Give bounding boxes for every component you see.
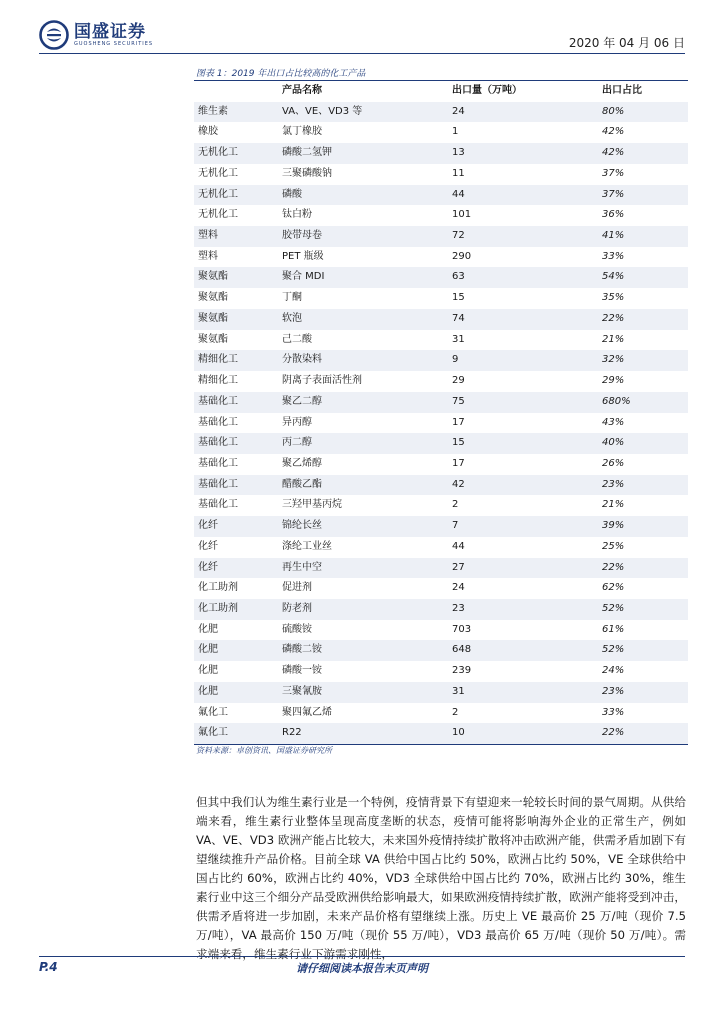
cell-product-name: 丁酮: [282, 292, 302, 304]
cell-product-name: 钛白粉: [282, 209, 312, 221]
cell-category: 基础化工: [198, 416, 238, 428]
table-row: [194, 288, 688, 309]
table-row: [194, 247, 688, 268]
cell-product-name: 再生中空: [278, 558, 448, 579]
cell-export-volume: 101: [452, 209, 472, 221]
cell-category: 基础化工: [194, 475, 278, 496]
cell-export-share: 21%: [602, 333, 625, 345]
guosheng-logo-icon: [39, 20, 69, 50]
cell-category: 化纤: [198, 540, 218, 552]
header-export-volume: 出口量（万吨）: [452, 85, 522, 96]
table-row: [194, 578, 688, 599]
cell-export-volume: 17: [452, 457, 465, 469]
cell-category: 聚氨酯: [194, 309, 278, 330]
cell-export-share: 24%: [602, 665, 625, 677]
body-paragraph: 但其中我们认为维生素行业是一个特例，疫情背景下有望迎来一轮较长时间的景气周期。从供给端来看，维生素行业整体呈现高度垄断的状态，疫情可能将影响海外企业的正常生产，例如 VA、VE、VD3 欧洲产能占比较大，未来国外疫情持续扩散将冲击欧洲产能，供需矛盾加剧下有望继续推升产品价格。目前全球 VA 供给中国占比约 50%，欧洲占比约 50%，VE 全球供给中国占比约 60%，欧洲占比约 40%，VD3 全球供给中国占比约 70%，欧洲占比约 30%，维生素行业中这三个细分产品受欧洲供给影响最大，如果欧洲疫情持续扩散，欧洲产能将受到冲击，供需矛盾将进一步加剧，未来产品价格有望继续上涨。历史上 VE 最高价 25 万/吨（现价 7.5 万/吨），VA 最高价 150 万/吨（现价 55 万/吨），VD3 最高价 65 万/吨（现价 50 万/吨）。需求端来看，维生素行业下游需求刚性，: [196, 795, 686, 962]
cell-product-name: 丙二醇: [278, 433, 448, 454]
table-row: [194, 122, 688, 143]
cell-product-name: 磷酸二铵: [278, 640, 448, 661]
table-row: [194, 392, 688, 413]
table-row: [194, 537, 688, 558]
table-header-row: [194, 81, 688, 102]
cell-product-name: 聚乙二醇: [278, 392, 448, 413]
cell-category: 塑料: [194, 226, 278, 247]
cell-product-name: 锦纶长丝: [278, 516, 448, 537]
cell-export-share: 22%: [598, 558, 688, 579]
cell-export-share: 32%: [598, 350, 688, 371]
cell-export-volume: 72: [448, 226, 598, 247]
cell-export-volume: 27: [448, 558, 598, 579]
table-row: [194, 620, 688, 641]
cell-export-volume: 29: [452, 375, 465, 387]
logo-chinese-name: 国盛证券: [74, 21, 146, 42]
cell-category: 精细化工: [194, 350, 278, 371]
table-row: [194, 164, 688, 185]
table-row: [194, 350, 688, 371]
cell-export-volume: 703: [452, 623, 472, 635]
cell-export-share: 21%: [602, 499, 625, 511]
cell-export-volume: 63: [448, 267, 598, 288]
cell-export-volume: 44: [452, 540, 465, 552]
cell-export-volume: 42: [448, 475, 598, 496]
table-row: [194, 102, 688, 123]
cell-export-volume: 24: [452, 582, 465, 594]
cell-category: 化工助剂: [194, 599, 278, 620]
cell-export-share: 33%: [602, 250, 625, 262]
cell-product-name: PET 瓶级: [282, 250, 324, 262]
cell-export-share: 39%: [598, 516, 688, 537]
cell-category: 化工助剂: [198, 582, 238, 594]
table-row: [194, 226, 688, 247]
cell-category: 橡胶: [198, 126, 218, 138]
cell-export-share: 22%: [598, 723, 688, 744]
cell-export-share: 52%: [598, 640, 688, 661]
cell-export-share: 42%: [598, 143, 688, 164]
cell-export-share: 62%: [602, 582, 625, 594]
cell-category: 氟化工: [194, 723, 278, 744]
cell-export-share: 23%: [598, 475, 688, 496]
cell-product-name: 阴离子表面活性剂: [282, 375, 362, 387]
header-export-share: 出口占比: [602, 85, 642, 96]
cell-export-volume: 31: [448, 682, 598, 703]
cell-export-volume: 2: [452, 499, 459, 511]
cell-export-share: 61%: [602, 623, 625, 635]
cell-export-share: 26%: [602, 457, 625, 469]
cell-category: 维生素: [194, 102, 278, 123]
cell-export-volume: 13: [448, 143, 598, 164]
cell-export-share: 25%: [602, 540, 625, 552]
cell-product-name: 氯丁橡胶: [282, 126, 322, 138]
table-row: [194, 205, 688, 226]
cell-category: 氟化工: [198, 706, 228, 718]
cell-category: 化肥: [194, 640, 278, 661]
table-row: [194, 703, 688, 724]
cell-product-name: 分散染料: [278, 350, 448, 371]
table-row: [194, 433, 688, 454]
cell-product-name: R22: [278, 723, 448, 744]
cell-category: 化肥: [194, 682, 278, 703]
cell-product-name: 醋酸乙酯: [278, 475, 448, 496]
cell-export-share: 42%: [602, 126, 625, 138]
cell-product-name: 软泡: [278, 309, 448, 330]
table-row: [194, 495, 688, 516]
cell-export-volume: 31: [452, 333, 465, 345]
cell-product-name: 磷酸: [278, 185, 448, 206]
cell-export-volume: 239: [452, 665, 472, 677]
cell-export-volume: 7: [448, 516, 598, 537]
cell-export-volume: 23: [448, 599, 598, 620]
cell-product-name: 异丙醇: [282, 416, 312, 428]
cell-export-volume: 10: [448, 723, 598, 744]
cell-export-share: 52%: [598, 599, 688, 620]
cell-export-volume: 15: [452, 292, 465, 304]
cell-product-name: 胶带母卷: [278, 226, 448, 247]
table-row: [194, 185, 688, 206]
table-row: [194, 475, 688, 496]
company-logo: [39, 20, 153, 50]
cell-product-name: 聚四氟乙烯: [282, 706, 332, 718]
table-row: [194, 682, 688, 703]
cell-category: 塑料: [198, 250, 218, 262]
cell-product-name: 磷酸一铵: [282, 665, 322, 677]
table-row: [194, 413, 688, 434]
cell-export-share: 36%: [602, 209, 625, 221]
cell-export-volume: 44: [448, 185, 598, 206]
cell-export-volume: 2: [452, 706, 459, 718]
cell-product-name: 己二酸: [282, 333, 312, 345]
cell-category: 化肥: [198, 665, 218, 677]
header-divider: [39, 53, 685, 54]
table-row: [194, 599, 688, 620]
table-row: [194, 640, 688, 661]
cell-export-volume: 290: [452, 250, 472, 262]
cell-export-volume: 17: [452, 416, 465, 428]
report-date: 2020 年 04 月 06 日: [568, 36, 685, 50]
cell-export-share: 41%: [598, 226, 688, 247]
cell-category: 无机化工: [194, 185, 278, 206]
footer-disclaimer: 请仔细阅读本报告末页声明: [296, 962, 428, 975]
cell-export-volume: 9: [448, 350, 598, 371]
cell-export-share: 43%: [602, 416, 625, 428]
cell-export-share: 33%: [602, 706, 625, 718]
table-row: [194, 558, 688, 579]
cell-category: 无机化工: [198, 209, 238, 221]
cell-category: 化纤: [194, 516, 278, 537]
cell-product-name: 聚乙烯醇: [282, 457, 322, 469]
cell-export-share: 22%: [598, 309, 688, 330]
cell-category: 无机化工: [198, 167, 238, 179]
page-number: P.4: [39, 960, 58, 974]
cell-product-name: 促进剂: [282, 582, 312, 594]
table-row: [194, 723, 688, 744]
table-row: [194, 330, 688, 351]
table-row: [194, 661, 688, 682]
cell-export-volume: 74: [448, 309, 598, 330]
cell-product-name: 涤纶工业丝: [282, 540, 332, 552]
cell-export-share: 23%: [598, 682, 688, 703]
table-row: [194, 371, 688, 392]
cell-export-share: 35%: [602, 292, 625, 304]
cell-category: 聚氨酯: [194, 267, 278, 288]
cell-export-share: 40%: [598, 433, 688, 454]
page-header: [39, 18, 685, 52]
header-category: [194, 81, 278, 102]
cell-category: 基础化工: [198, 499, 238, 511]
cell-export-share: 37%: [602, 167, 625, 179]
cell-category: 化肥: [198, 623, 218, 635]
table-source-note: 资料来源：卓创资讯、国盛证券研究所: [196, 746, 332, 755]
table-row: [194, 143, 688, 164]
cell-category: 聚氨酯: [198, 333, 228, 345]
cell-product-name: 三聚磷酸钠: [282, 167, 332, 179]
cell-product-name: VA、VE、VD3 等: [278, 102, 448, 123]
cell-product-name: 磷酸二氢钾: [278, 143, 448, 164]
cell-product-name: 硫酸铵: [282, 623, 312, 635]
export-share-table: [194, 81, 688, 745]
footer-divider: [39, 956, 685, 957]
cell-category: 聚氨酯: [198, 292, 228, 304]
header-product-name: 产品名称: [282, 85, 322, 96]
cell-product-name: 防老剂: [278, 599, 448, 620]
cell-category: 精细化工: [198, 375, 238, 387]
cell-category: 基础化工: [194, 433, 278, 454]
table-row: [194, 516, 688, 537]
cell-export-share: 29%: [602, 375, 625, 387]
cell-product-name: 三羟甲基丙烷: [282, 499, 342, 511]
cell-export-volume: 648: [448, 640, 598, 661]
table-caption: 图表 1：2019 年出口占比较高的化工产品: [196, 69, 366, 79]
cell-product-name: 聚合 MDI: [278, 267, 448, 288]
cell-product-name: 三聚氰胺: [278, 682, 448, 703]
cell-category: 化纤: [194, 558, 278, 579]
cell-category: 基础化工: [198, 457, 238, 469]
cell-export-share: 37%: [598, 185, 688, 206]
cell-export-volume: 11: [452, 167, 465, 179]
cell-export-volume: 75: [448, 392, 598, 413]
table-row: [194, 267, 688, 288]
table-row: [194, 309, 688, 330]
logo-english-name: GUOSHENG SECURITIES: [74, 40, 154, 47]
cell-export-volume: 1: [452, 126, 459, 138]
cell-export-volume: 24: [448, 102, 598, 123]
cell-export-volume: 15: [448, 433, 598, 454]
cell-export-share: 80%: [598, 102, 688, 123]
cell-export-share: 54%: [598, 267, 688, 288]
cell-category: 基础化工: [194, 392, 278, 413]
cell-category: 无机化工: [194, 143, 278, 164]
cell-export-share: 680%: [598, 392, 688, 413]
table-row: [194, 454, 688, 475]
